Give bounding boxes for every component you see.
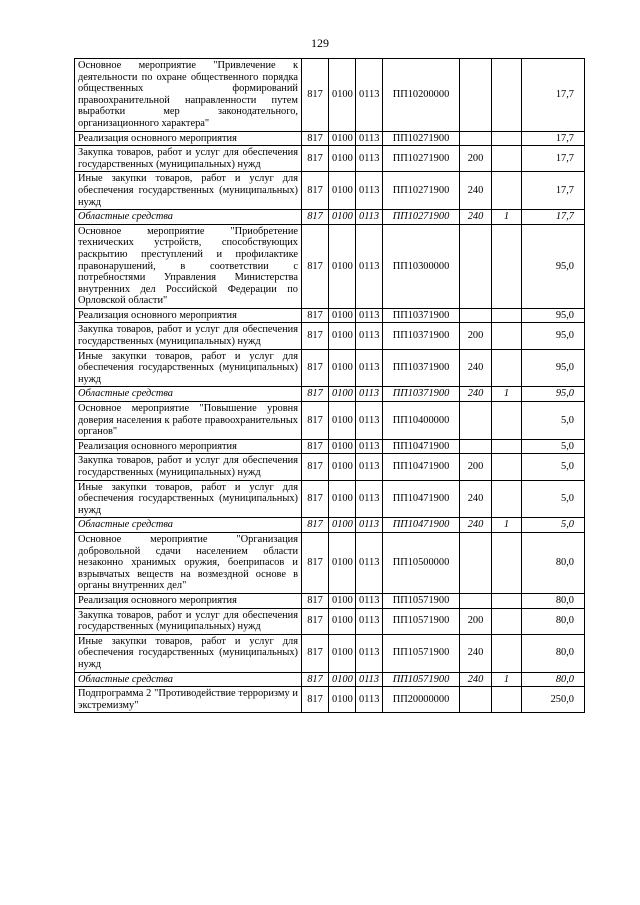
row-target-article: ПП10571900 [383,672,460,687]
row-target-article: ПП10271900 [383,146,460,172]
row-subsection-code: 0113 [356,593,383,608]
row-amount: 95,0 [522,349,585,387]
row-subsection-code: 0113 [356,687,383,713]
row-funding-source: 1 [492,210,522,225]
row-grbs-code: 817 [302,308,329,323]
row-target-article: ПП20000000 [383,687,460,713]
row-expense-type: 240 [460,210,492,225]
row-subsection-code: 0113 [356,210,383,225]
row-target-article: ПП10371900 [383,387,460,402]
row-grbs-code: 817 [302,518,329,533]
row-funding-source [492,224,522,308]
row-expense-type: 200 [460,323,492,349]
row-amount: 80,0 [522,634,585,672]
row-amount: 95,0 [522,323,585,349]
row-funding-source: 1 [492,672,522,687]
row-expense-type: 240 [460,387,492,402]
row-section-code: 0100 [329,210,356,225]
row-section-code: 0100 [329,687,356,713]
row-name: Иные закупки товаров, работ и услуг для обеспечения государственных (муниципальных) нужд [75,172,302,210]
row-amount: 95,0 [522,387,585,402]
table-row [75,532,585,593]
row-amount: 80,0 [522,608,585,634]
row-funding-source [492,323,522,349]
row-section-code: 0100 [329,224,356,308]
table-row [75,387,585,402]
row-grbs-code: 817 [302,349,329,387]
row-target-article: ПП10371900 [383,323,460,349]
row-subsection-code: 0113 [356,518,383,533]
row-subsection-code: 0113 [356,172,383,210]
row-funding-source [492,402,522,440]
row-subsection-code: 0113 [356,532,383,593]
row-section-code: 0100 [329,172,356,210]
row-grbs-code: 817 [302,59,329,132]
row-expense-type [460,439,492,454]
row-name: Иные закупки товаров, работ и услуг для обеспечения государственных (муниципальных) нужд [75,480,302,518]
row-name: Реализация основного мероприятия [75,308,302,323]
row-amount: 17,7 [522,146,585,172]
row-expense-type [460,308,492,323]
row-section-code: 0100 [329,518,356,533]
row-expense-type: 240 [460,634,492,672]
row-expense-type [460,593,492,608]
row-name: Закупка товаров, работ и услуг для обеспечения государственных (муниципальных) нужд [75,146,302,172]
row-section-code: 0100 [329,387,356,402]
row-section-code: 0100 [329,532,356,593]
row-target-article: ПП10571900 [383,593,460,608]
row-subsection-code: 0113 [356,439,383,454]
row-funding-source [492,532,522,593]
row-section-code: 0100 [329,308,356,323]
row-amount: 95,0 [522,308,585,323]
row-name: Областные средства [75,672,302,687]
row-section-code: 0100 [329,439,356,454]
row-target-article: ПП10200000 [383,59,460,132]
row-grbs-code: 817 [302,439,329,454]
budget-table-body [75,59,585,713]
row-funding-source: 1 [492,387,522,402]
row-subsection-code: 0113 [356,402,383,440]
row-section-code: 0100 [329,59,356,132]
row-amount: 17,7 [522,172,585,210]
row-funding-source [492,634,522,672]
row-expense-type [460,59,492,132]
row-grbs-code: 817 [302,224,329,308]
row-name: Областные средства [75,387,302,402]
row-amount: 5,0 [522,480,585,518]
row-amount: 80,0 [522,593,585,608]
row-target-article: ПП10471900 [383,454,460,480]
row-amount: 80,0 [522,672,585,687]
row-grbs-code: 817 [302,146,329,172]
row-grbs-code: 817 [302,608,329,634]
row-grbs-code: 817 [302,593,329,608]
row-funding-source [492,439,522,454]
row-expense-type [460,532,492,593]
row-grbs-code: 817 [302,532,329,593]
row-funding-source [492,480,522,518]
row-expense-type: 240 [460,349,492,387]
table-row [75,59,585,132]
row-name: Областные средства [75,518,302,533]
row-expense-type: 240 [460,672,492,687]
row-section-code: 0100 [329,323,356,349]
row-expense-type [460,687,492,713]
row-subsection-code: 0113 [356,224,383,308]
table-row [75,402,585,440]
row-subsection-code: 0113 [356,634,383,672]
row-amount: 95,0 [522,224,585,308]
row-expense-type [460,131,492,146]
row-expense-type [460,224,492,308]
row-expense-type: 240 [460,518,492,533]
row-funding-source [492,146,522,172]
table-row [75,634,585,672]
row-target-article: ПП10271900 [383,172,460,210]
row-grbs-code: 817 [302,387,329,402]
row-section-code: 0100 [329,672,356,687]
row-funding-source [492,593,522,608]
row-target-article: ПП10400000 [383,402,460,440]
row-funding-source [492,454,522,480]
row-name: Реализация основного мероприятия [75,439,302,454]
row-section-code: 0100 [329,634,356,672]
table-row [75,593,585,608]
row-expense-type: 200 [460,608,492,634]
row-section-code: 0100 [329,402,356,440]
row-target-article: ПП10471900 [383,439,460,454]
row-expense-type: 240 [460,480,492,518]
row-funding-source [492,131,522,146]
row-target-article: ПП10371900 [383,308,460,323]
table-row [75,454,585,480]
row-name: Основное мероприятие "Организация добровольной сдачи населением области незаконно хранимых оружия, боеприпасов и взрывчатых веществ на возмездной основе в органы внутренних дел" [75,532,302,593]
row-funding-source [492,172,522,210]
row-target-article: ПП10471900 [383,480,460,518]
table-row [75,439,585,454]
row-target-article: ПП10371900 [383,349,460,387]
row-funding-source [492,608,522,634]
row-grbs-code: 817 [302,454,329,480]
table-row [75,518,585,533]
row-amount: 17,7 [522,131,585,146]
row-target-article: ПП10300000 [383,224,460,308]
row-funding-source [492,687,522,713]
row-subsection-code: 0113 [356,308,383,323]
row-grbs-code: 817 [302,672,329,687]
row-subsection-code: 0113 [356,387,383,402]
row-section-code: 0100 [329,454,356,480]
table-row [75,480,585,518]
table-row [75,131,585,146]
row-name: Иные закупки товаров, работ и услуг для обеспечения государственных (муниципальных) нужд [75,634,302,672]
row-amount: 5,0 [522,439,585,454]
row-grbs-code: 817 [302,634,329,672]
row-grbs-code: 817 [302,480,329,518]
row-name: Основное мероприятие "Привлечение к деятельности по охране общественного порядка общественных формирований правоохранительной направленности путем выработки мер законодательного, организационного характера" [75,59,302,132]
row-section-code: 0100 [329,349,356,387]
row-target-article: ПП10471900 [383,518,460,533]
row-target-article: ПП10571900 [383,608,460,634]
row-name: Основное мероприятие "Повышение уровня доверия населения к работе правоохранительных органов" [75,402,302,440]
table-row [75,687,585,713]
row-funding-source [492,59,522,132]
row-grbs-code: 817 [302,172,329,210]
row-name: Закупка товаров, работ и услуг для обеспечения государственных (муниципальных) нужд [75,323,302,349]
row-name: Иные закупки товаров, работ и услуг для обеспечения государственных (муниципальных) нужд [75,349,302,387]
row-amount: 250,0 [522,687,585,713]
table-row [75,210,585,225]
budget-table [74,58,585,713]
row-subsection-code: 0113 [356,480,383,518]
row-funding-source: 1 [492,518,522,533]
row-expense-type [460,402,492,440]
table-row [75,672,585,687]
row-amount: 5,0 [522,454,585,480]
row-target-article: ПП10271900 [383,210,460,225]
row-grbs-code: 817 [302,323,329,349]
table-row [75,308,585,323]
row-name: Областные средства [75,210,302,225]
table-row [75,224,585,308]
row-subsection-code: 0113 [356,349,383,387]
row-subsection-code: 0113 [356,146,383,172]
row-subsection-code: 0113 [356,608,383,634]
row-expense-type: 200 [460,454,492,480]
row-grbs-code: 817 [302,210,329,225]
row-subsection-code: 0113 [356,59,383,132]
table-row [75,349,585,387]
row-expense-type: 200 [460,146,492,172]
row-name: Закупка товаров, работ и услуг для обеспечения государственных (муниципальных) нужд [75,454,302,480]
row-subsection-code: 0113 [356,131,383,146]
row-section-code: 0100 [329,593,356,608]
row-section-code: 0100 [329,131,356,146]
row-subsection-code: 0113 [356,454,383,480]
row-grbs-code: 817 [302,687,329,713]
row-funding-source [492,349,522,387]
table-row [75,172,585,210]
row-target-article: ПП10271900 [383,131,460,146]
row-target-article: ПП10500000 [383,532,460,593]
row-amount: 17,7 [522,210,585,225]
row-target-article: ПП10571900 [383,634,460,672]
row-amount: 5,0 [522,518,585,533]
row-grbs-code: 817 [302,402,329,440]
page-number: 129 [311,36,329,50]
row-amount: 5,0 [522,402,585,440]
row-section-code: 0100 [329,146,356,172]
row-name: Реализация основного мероприятия [75,131,302,146]
table-row [75,608,585,634]
row-funding-source [492,308,522,323]
row-name: Основное мероприятие "Приобретение технических устройств, способствующих раскрытию преступлений и профилактике правонарушений, в соответствии с потребностями Управления Министерства внутренних дел Российской Федерации по Орловской области" [75,224,302,308]
row-expense-type: 240 [460,172,492,210]
table-row [75,146,585,172]
row-section-code: 0100 [329,480,356,518]
row-amount: 17,7 [522,59,585,132]
row-name: Реализация основного мероприятия [75,593,302,608]
table-row [75,323,585,349]
row-section-code: 0100 [329,608,356,634]
row-name: Подпрограмма 2 "Противодействие терроризму и экстремизму" [75,687,302,713]
row-subsection-code: 0113 [356,323,383,349]
row-grbs-code: 817 [302,131,329,146]
row-name: Закупка товаров, работ и услуг для обеспечения государственных (муниципальных) нужд [75,608,302,634]
row-amount: 80,0 [522,532,585,593]
row-subsection-code: 0113 [356,672,383,687]
